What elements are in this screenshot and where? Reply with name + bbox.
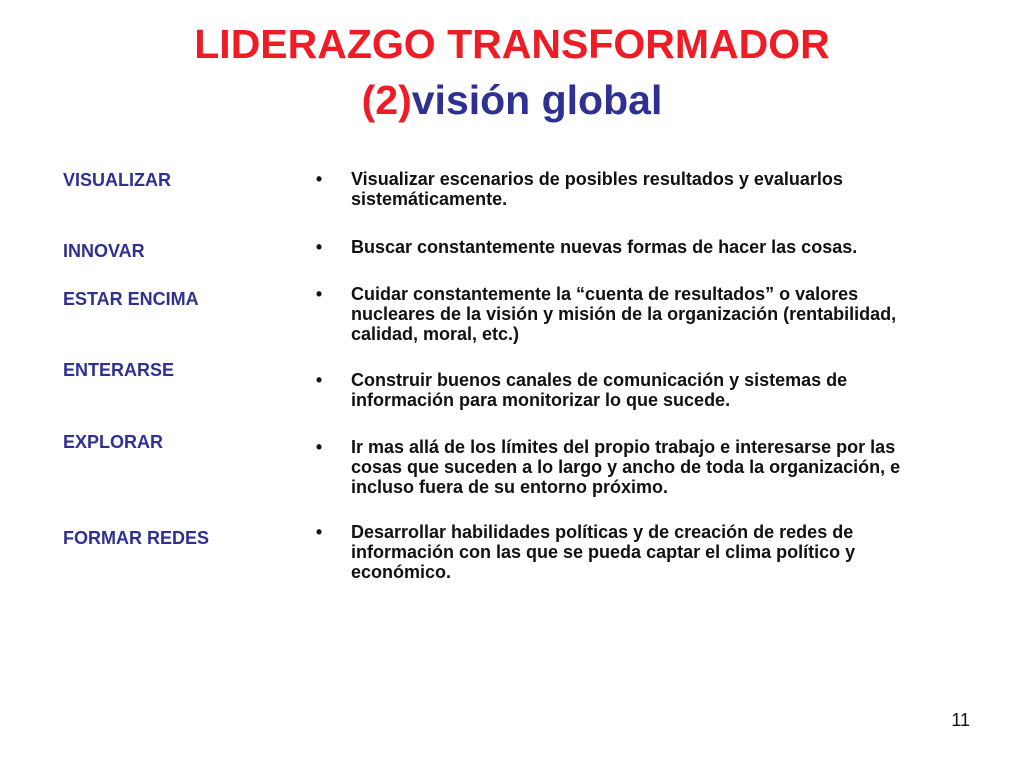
term-enterarse: ENTERARSE — [63, 360, 175, 380]
slide-title: LIDERAZGO TRANSFORMADOR — [194, 21, 830, 67]
bullet-dot-icon: • — [315, 437, 323, 457]
bullet-item — [315, 437, 941, 497]
bullet-item — [315, 237, 941, 257]
bullet-text: Ir mas allá de los límites del propio trabajo e interesarse por las cosas que suceden a lo largo y ancho de toda la organización, e incluso fuera de su entorno próximo. — [351, 437, 901, 497]
bullet-dot-icon: • — [315, 522, 323, 542]
bullet-dot-icon: • — [315, 237, 323, 257]
bullet-text: Construir buenos canales de comunicación y sistemas de información para monitorizar lo que sucede. — [351, 370, 848, 410]
slide-subtitle — [0, 76, 1024, 124]
subtitle-text: visión global — [411, 77, 663, 123]
bullet-text: Buscar constantemente nuevas formas de hacer las cosas. — [351, 237, 858, 257]
subtitle-number: (2) — [361, 77, 412, 123]
term-explorar: EXPLORAR — [63, 432, 164, 452]
bullet-dot-icon: • — [315, 284, 323, 304]
bullet-item — [315, 169, 941, 209]
term-estar-encima: ESTAR ENCIMA — [63, 289, 199, 309]
bullet-text: Visualizar escenarios de posibles resultados y evaluarlos sistemáticamente. — [351, 169, 843, 209]
bullet-dot-icon: • — [315, 169, 323, 189]
bullet-dot-icon: • — [315, 370, 323, 390]
bullet-text: Cuidar constantemente la “cuenta de resultados” o valores nucleares de la visión y misión de la organización (rentabilidad, calidad, moral, etc.) — [351, 284, 897, 344]
bullet-text: Desarrollar habilidades políticas y de creación de redes de información con las que se pueda captar el clima político y económico. — [351, 522, 856, 582]
bullet-item — [315, 284, 941, 344]
term-innovar: INNOVAR — [63, 241, 145, 261]
term-formar-redes: FORMAR REDES — [63, 528, 210, 548]
bullet-item — [315, 370, 941, 410]
bullet-item — [315, 522, 941, 582]
term-visualizar: VISUALIZAR — [63, 170, 171, 190]
page-number: 11 — [951, 710, 970, 730]
